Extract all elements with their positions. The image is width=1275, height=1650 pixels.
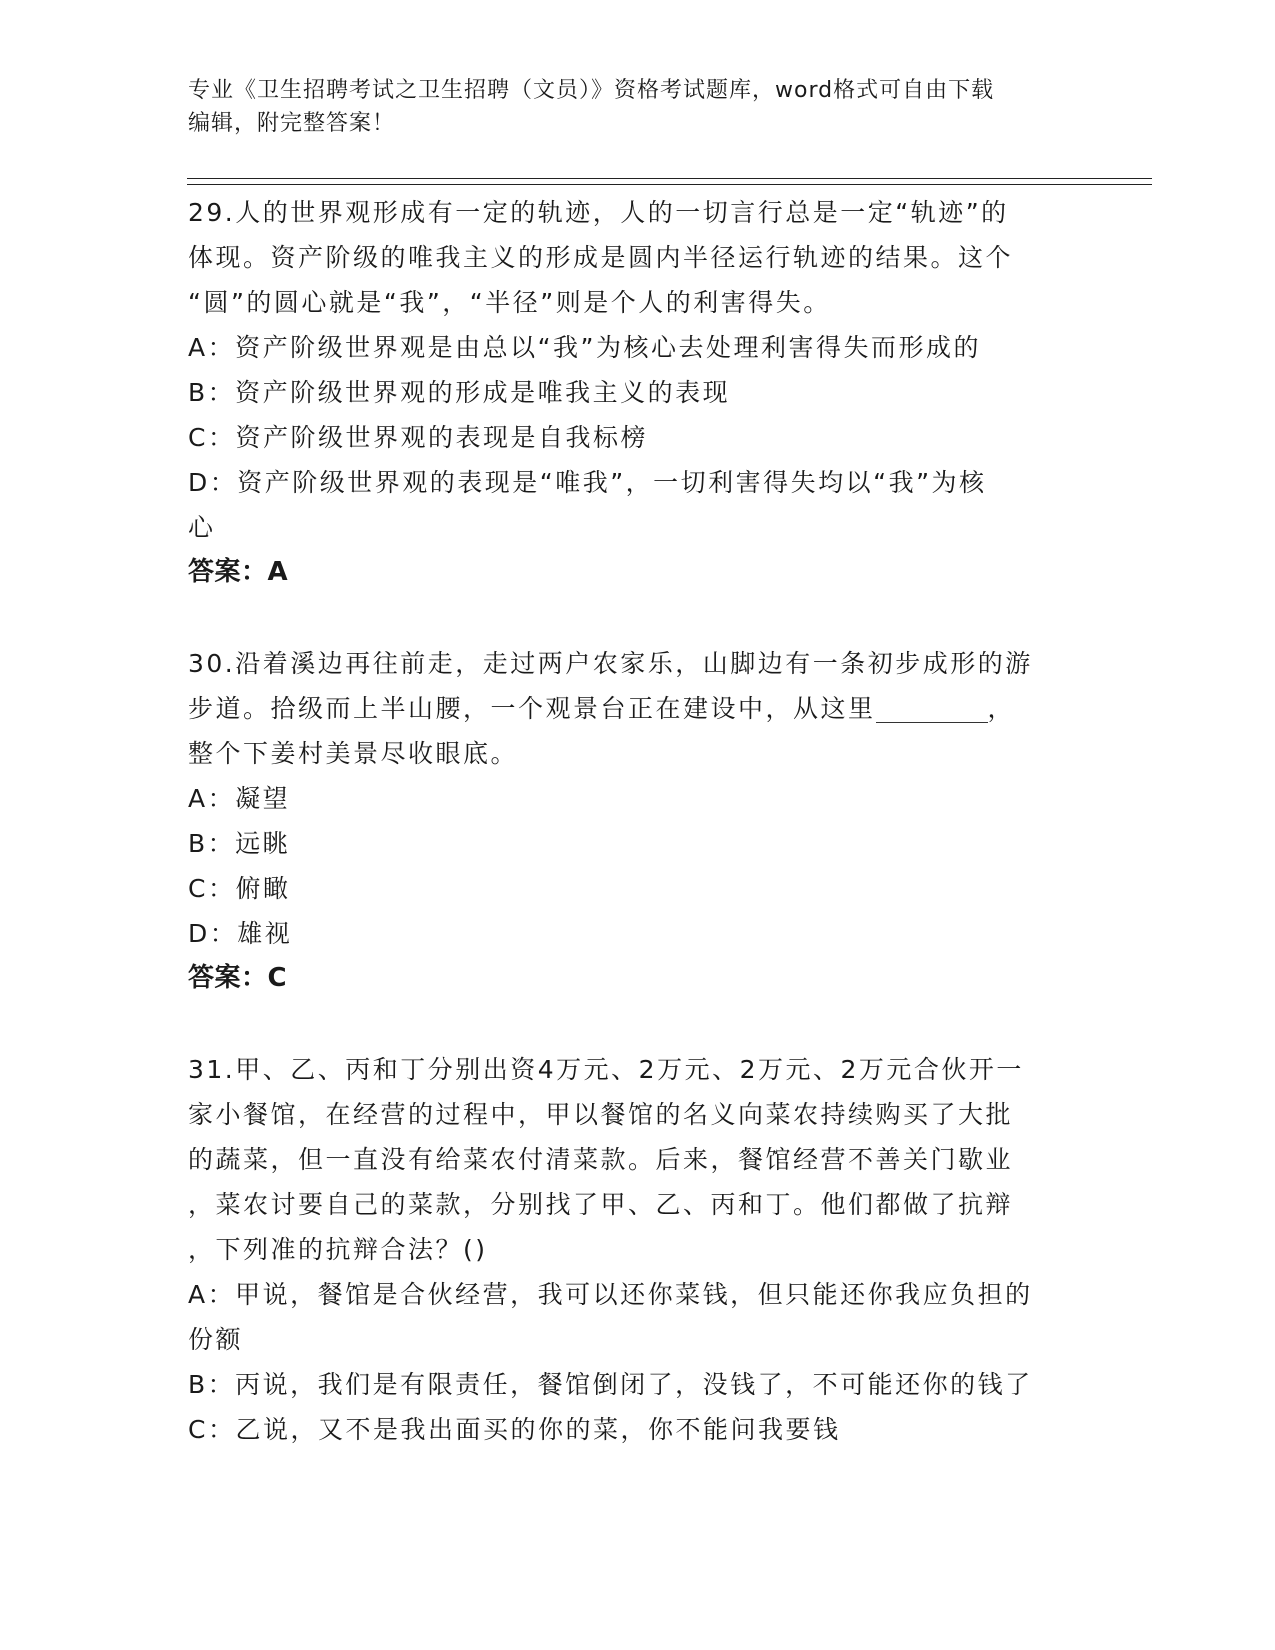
stem-line: 整个下姜村美景尽收眼底。 — [188, 739, 519, 768]
option-b: B：资产阶级世界观的形成是唯我主义的表现 — [188, 378, 731, 407]
stem-line: 的蔬菜，但一直没有给菜农付清菜款。后来，餐馆经营不善关门歇业 — [188, 1145, 1014, 1174]
document-header — [188, 74, 1088, 140]
stem-line: ，下列准的抗辩合法？() — [188, 1235, 488, 1264]
answer-label: 答案：C — [188, 963, 288, 993]
question-stem — [188, 1047, 1088, 1272]
option-d — [188, 460, 1088, 550]
answer-label: 答案：A — [188, 557, 289, 587]
option-line: 份额 — [188, 1325, 244, 1354]
option-line: D：资产阶级世界观的表现是“唯我”，一切利害得失均以“我”为核 — [188, 468, 987, 497]
option-a: A：资产阶级世界观是由总以“我”为核心去处理利害得失而形成的 — [188, 333, 982, 362]
header-line-1: 专业《卫生招聘考试之卫生招聘（文员）》资格考试题库，word格式可自由下载 — [188, 78, 995, 103]
question-30 — [188, 641, 1088, 1001]
stem-line: 31.甲、乙、丙和丁分别出资4万元、2万元、2万元、2万元合伙开一 — [188, 1055, 1024, 1084]
stem-suffix: ， — [987, 694, 1016, 723]
fill-blank — [876, 694, 988, 723]
option-d: D：雄视 — [188, 919, 293, 948]
stem-line-with-blank — [188, 686, 1088, 731]
header-rule-top — [187, 178, 1152, 179]
stem-line: “圆”的圆心就是“我”，“半径”则是个人的利害得失。 — [188, 288, 831, 317]
header-rule-bottom — [187, 184, 1152, 185]
question-stem — [188, 190, 1088, 325]
stem-line: 29.人的世界观形成有一定的轨迹，人的一切言行总是一定“轨迹”的 — [188, 198, 1009, 227]
question-29 — [188, 190, 1088, 595]
option-a: A：凝望 — [188, 784, 291, 813]
option-line: 心 — [188, 513, 216, 542]
question-stem — [188, 641, 1088, 776]
option-b: B：丙说，我们是有限责任，餐馆倒闭了，没钱了，不可能还你的钱了 — [188, 1370, 1033, 1399]
stem-text: 步道。拾级而上半山腰，一个观景台正在建设中，从这里 — [188, 694, 876, 723]
questions-list — [188, 190, 1088, 1498]
stem-line: ，菜农讨要自己的菜款，分别找了甲、乙、丙和丁。他们都做了抗辩 — [188, 1190, 1014, 1219]
option-b: B：远眺 — [188, 829, 291, 858]
question-31 — [188, 1047, 1088, 1452]
option-c: C：俯瞰 — [188, 874, 291, 903]
stem-line: 体现。资产阶级的唯我主义的形成是圆内半径运行轨迹的结果。这个 — [188, 243, 1014, 272]
header-line-2: 编辑，附完整答案！ — [188, 111, 396, 136]
option-line: A：甲说，餐馆是合伙经营，我可以还你菜钱，但只能还你我应负担的 — [188, 1280, 1033, 1309]
option-c: C：乙说，又不是我出面买的你的菜，你不能问我要钱 — [188, 1415, 841, 1444]
stem-line: 30.沿着溪边再往前走，走过两户农家乐，山脚边有一条初步成形的游 — [188, 649, 1033, 678]
option-c: C：资产阶级世界观的表现是自我标榜 — [188, 423, 648, 452]
stem-line: 家小餐馆，在经营的过程中，甲以餐馆的名义向菜农持续购买了大批 — [188, 1100, 1014, 1129]
option-a — [188, 1272, 1088, 1362]
